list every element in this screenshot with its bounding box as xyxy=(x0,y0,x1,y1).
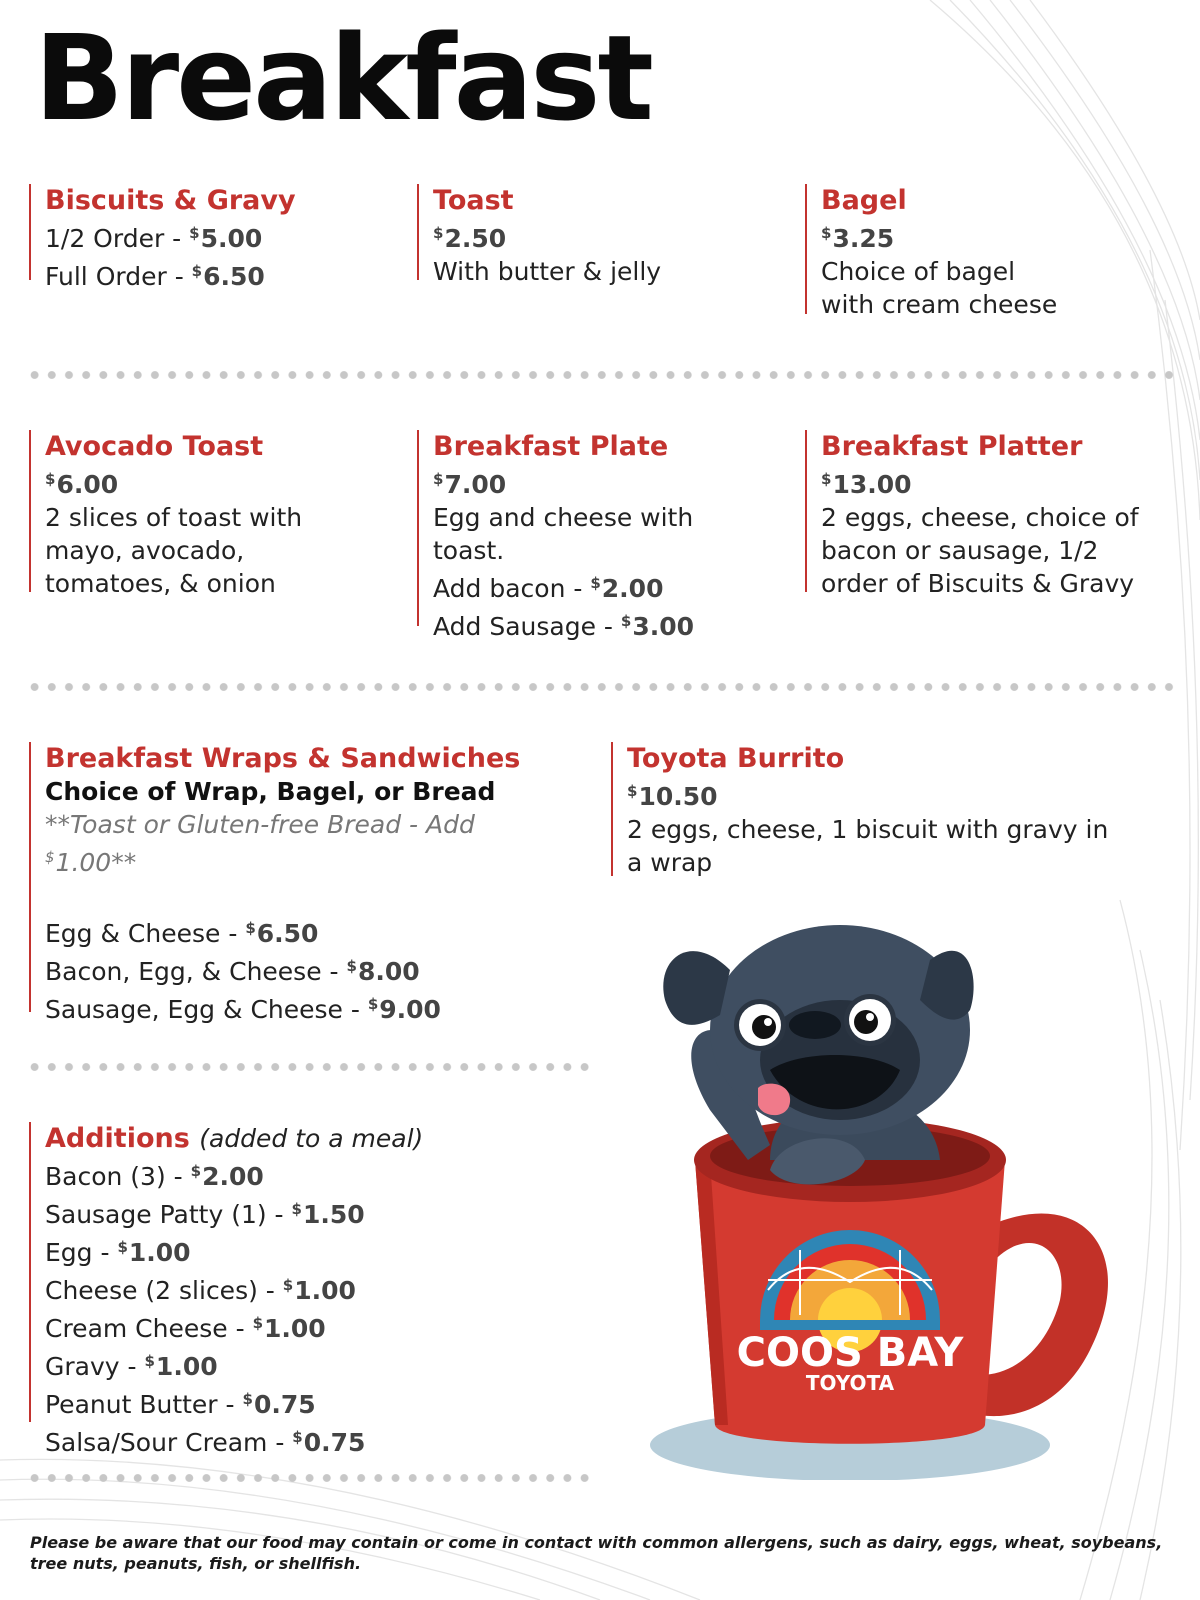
item-price: $10.50 xyxy=(627,782,718,811)
addition-line: Cream Cheese - $1.00 xyxy=(45,1314,326,1343)
pug-in-mug-illustration xyxy=(650,920,1130,1480)
item-name: Biscuits & Gravy xyxy=(45,185,296,216)
addition-line: Bacon (3) - $2.00 xyxy=(45,1162,264,1191)
wraps-note: **Toast or Gluten-free Bread - Add xyxy=(45,810,475,839)
menu-item-avocado-toast xyxy=(29,430,303,598)
wrap-option: Egg & Cheese - $6.50 xyxy=(45,919,319,948)
item-name: Bagel xyxy=(821,185,907,216)
dotted-divider xyxy=(26,1062,596,1072)
item-name: Breakfast Wraps & Sandwiches xyxy=(45,743,521,774)
item-name: Toyota Burrito xyxy=(627,743,845,774)
wraps-subtitle: Choice of Wrap, Bagel, or Bread xyxy=(45,777,496,806)
item-name: Avocado Toast xyxy=(45,431,264,462)
menu-item-breakfast-wraps xyxy=(29,742,589,1024)
item-price: $7.00 xyxy=(433,470,507,499)
item-price: $3.25 xyxy=(821,224,895,253)
allergen-disclaimer: Please be aware that our food may contain or come in contact with common allergens, such as dairy, eggs, wheat, soybeans, tree nuts, peanuts, fish, or shellfish. xyxy=(30,1533,1163,1573)
item-description: 2 eggs, cheese, choice of xyxy=(821,503,1139,532)
menu-item-toyota-burrito xyxy=(611,742,1108,876)
addition-line: Egg - $1.00 xyxy=(45,1238,191,1267)
item-description: a wrap xyxy=(627,848,713,877)
mug-handle-shape xyxy=(980,1213,1108,1416)
menu-item-bagel xyxy=(805,184,1058,319)
item-description: with cream cheese xyxy=(821,290,1058,319)
addon-line: Add bacon - $2.00 xyxy=(433,574,664,603)
item-description: With butter & jelly xyxy=(433,257,662,286)
item-description: 2 eggs, cheese, 1 biscuit with gravy in xyxy=(627,815,1109,844)
item-description: bacon or sausage, 1/2 xyxy=(821,536,1099,565)
menu-item-biscuits-gravy xyxy=(29,184,296,291)
logo-text-toyota: TOYOTA xyxy=(805,1371,895,1395)
additions-heading: Additions (added to a meal) xyxy=(45,1123,424,1154)
menu-section-additions xyxy=(29,1122,424,1457)
item-description: order of Biscuits & Gravy xyxy=(821,569,1135,598)
menu-item-breakfast-plate xyxy=(417,430,695,641)
item-name: Toast xyxy=(433,185,514,216)
item-price: $6.00 xyxy=(45,470,119,499)
addition-line: Peanut Butter - $0.75 xyxy=(45,1390,316,1419)
item-name: Breakfast Platter xyxy=(821,431,1083,462)
addition-line: Cheese (2 slices) - $1.00 xyxy=(45,1276,356,1305)
item-description: 2 slices of toast with xyxy=(45,503,303,532)
item-description: Egg and cheese with xyxy=(433,503,694,532)
dotted-divider xyxy=(26,370,1178,380)
item-description: mayo, avocado, xyxy=(45,536,245,565)
wraps-note-price: $1.00** xyxy=(45,848,137,877)
wrap-option: Bacon, Egg, & Cheese - $8.00 xyxy=(45,957,420,986)
logo-text-coos-bay: COOS BAY xyxy=(736,1330,964,1376)
wrap-option: Sausage, Egg & Cheese - $9.00 xyxy=(45,995,441,1024)
menu-item-toast xyxy=(417,184,662,286)
item-description: Choice of bagel xyxy=(821,257,1016,286)
dotted-divider xyxy=(26,682,1178,692)
page-title: Breakfast xyxy=(34,9,651,147)
menu-item-breakfast-platter xyxy=(805,430,1139,598)
dotted-divider xyxy=(26,1473,596,1483)
price-line: 1/2 Order - $5.00 xyxy=(45,224,263,253)
addition-line: Sausage Patty (1) - $1.50 xyxy=(45,1200,365,1229)
price-line: Full Order - $6.50 xyxy=(45,262,265,291)
addition-line: Gravy - $1.00 xyxy=(45,1352,218,1381)
addition-line: Salsa/Sour Cream - $0.75 xyxy=(45,1428,366,1457)
item-description: toast. xyxy=(433,536,505,565)
addon-line: Add Sausage - $3.00 xyxy=(433,612,695,641)
item-description: tomatoes, & onion xyxy=(45,569,276,598)
item-price: $2.50 xyxy=(433,224,507,253)
item-price: $13.00 xyxy=(821,470,912,499)
item-name: Breakfast Plate xyxy=(433,431,669,462)
